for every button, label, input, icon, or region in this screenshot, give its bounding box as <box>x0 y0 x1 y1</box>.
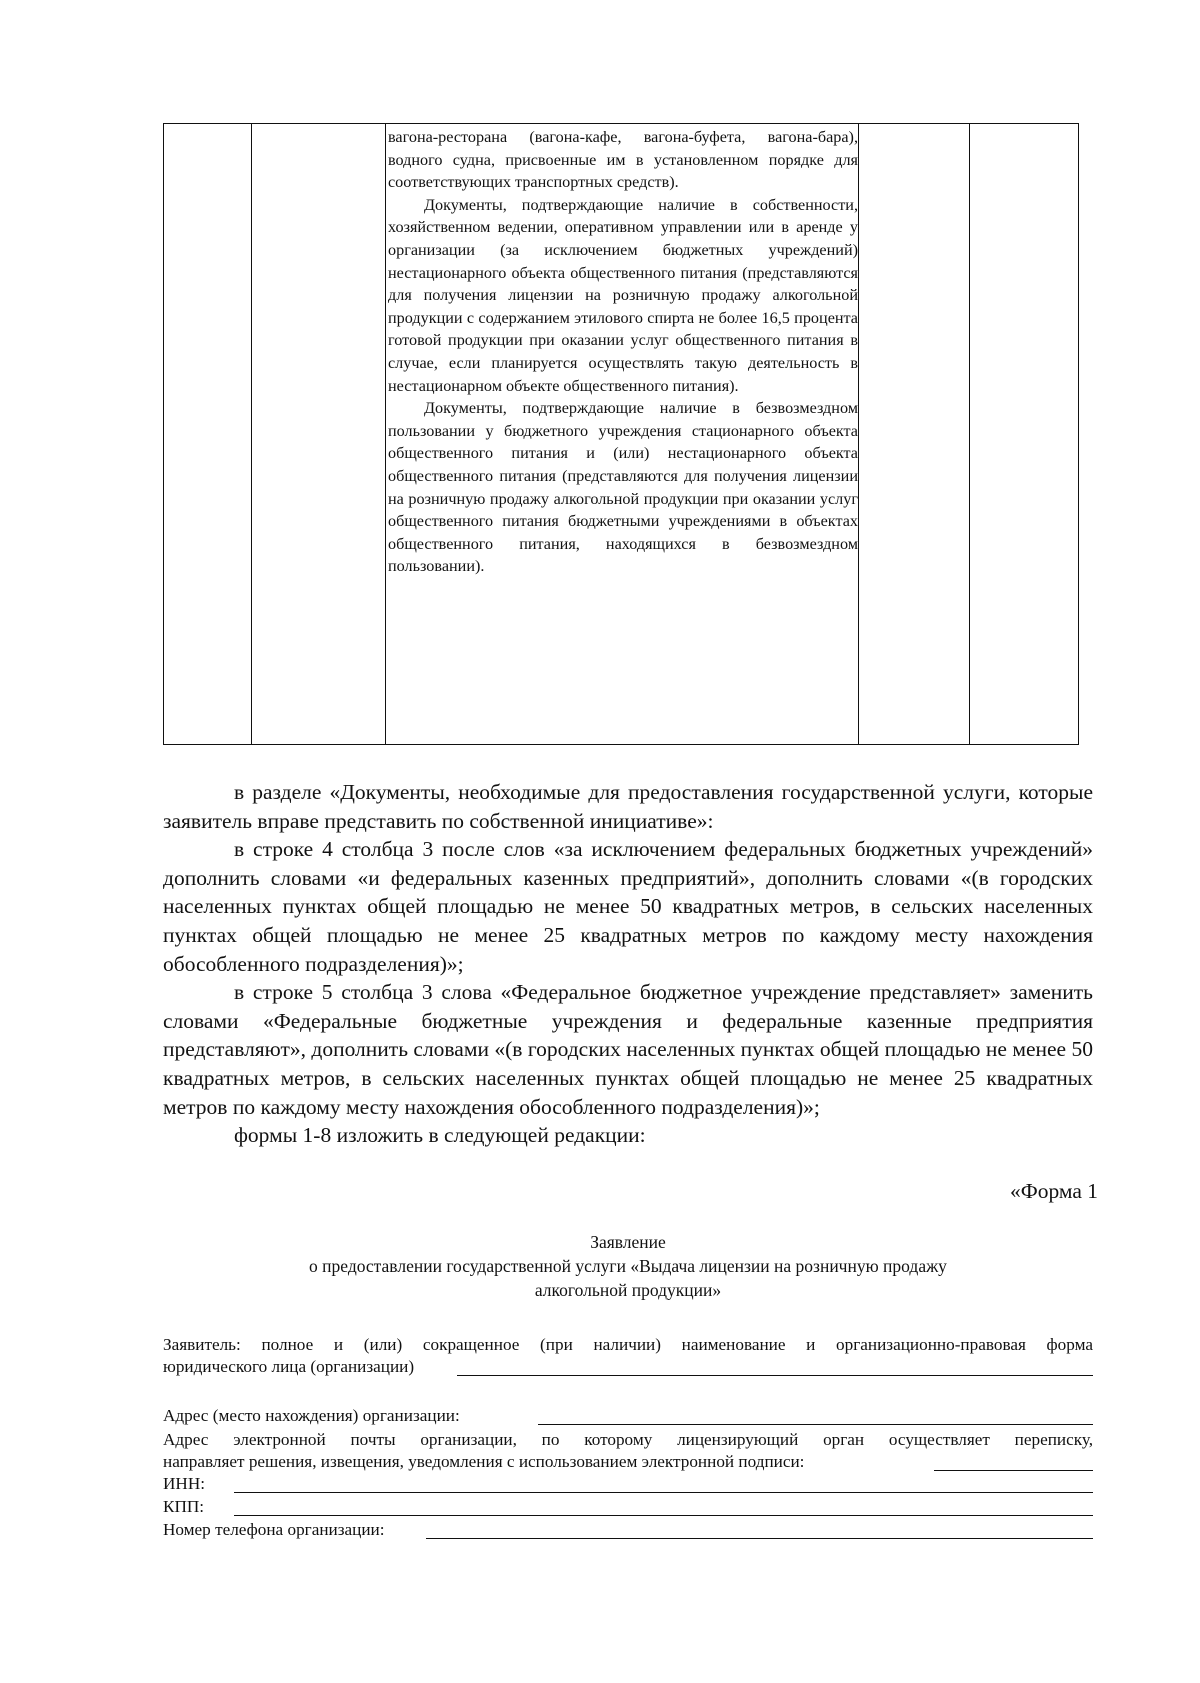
table-cell-col3 <box>386 124 859 745</box>
inn-field <box>163 1473 205 1495</box>
body-paragraph: в строке 4 столбца 3 после слов «за исключением федеральных бюджетных учреждений» дополнить словами «и федеральных казенных предприятий», дополнить словами «(в городских населенных пунктах общей площадью не менее 50 квадратных метров, в сельских населенных пунктах общей площадью не менее 25 квадратных метров по каждому месту нахождения обособленного подразделения)»; <box>163 837 1093 976</box>
applicant-field-label: юридического лица (организации) <box>163 1357 415 1376</box>
body-paragraph: формы 1-8 изложить в следующей редакции: <box>234 1123 646 1148</box>
email-label-cont: направляет решения, извещения, уведомления с использованием электронной подписи: <box>163 1452 805 1471</box>
phone-field <box>163 1519 385 1541</box>
application-title: Заявление <box>590 1232 666 1252</box>
applicant-name-input[interactable] <box>457 1359 1093 1376</box>
table-cell-col4 <box>859 124 970 745</box>
address-label: Адрес (место нахождения) организации: <box>163 1406 460 1425</box>
table-cell-col1 <box>164 124 252 745</box>
inn-label: ИНН: <box>163 1474 206 1493</box>
application-subtitle: алкогольной продукции» <box>534 1280 722 1300</box>
application-subtitle: о предоставлении государственной услуги «Выдача лицензии на розничную продажу <box>309 1256 947 1276</box>
documents-table <box>163 123 1079 745</box>
inn-input[interactable] <box>234 1476 1093 1493</box>
cell-paragraph: Документы, подтверждающие наличие в собственности, хозяйственном ведении, оперативном управлении или в аренде у организации (за исключением бюджетных учреждений) нестационарного объекта общественного питания (представляются для получения лицензии на розничную продажу алкогольной продукции с содержанием этилового спирта не более 16,5 процента готовой продукции при оказании услуг общественного питания в случае, если планируется осуществлять такую деятельность в нестационарном объекте общественного питания). <box>388 195 858 395</box>
email-label: Адрес электронной почты организации, по которому лицензирующий орган осуществляет переписку, <box>163 1430 1093 1449</box>
kpp-input[interactable] <box>234 1499 1093 1516</box>
phone-label: Номер телефона организации: <box>163 1520 385 1539</box>
applicant-field <box>163 1356 414 1378</box>
body-paragraph: в разделе «Документы, необходимые для предоставления государственной услуги, которые заявитель вправе представить по собственной инициативе»: <box>163 780 1093 833</box>
applicant-label: Заявитель: полное и (или) сокращенное (при наличии) наименование и организационно-правовая форма <box>163 1335 1093 1354</box>
form-number-label: «Форма 1 <box>1009 1179 1098 1203</box>
cell-paragraph: Документы, подтверждающие наличие в безвозмездном пользовании у бюджетного учреждения стационарного объекта общественного питания и (или) нестационарного объекта общественного питания (представляются для получения лицензии на розничную продажу алкогольной продукции при оказании услуг общественного питания бюджетными учреждениями в объектах общественного питания, находящихся в безвозмездном пользовании). <box>388 399 858 576</box>
cell-paragraph: вагона-ресторана (вагона-кафе, вагона-буфета, вагона-бара), водного судна, присвоенные им в установленном порядке для соответствующих транспортных средств). <box>388 128 858 192</box>
table-cell-col5 <box>970 124 1079 745</box>
amendment-text <box>163 778 1093 1150</box>
email-field <box>163 1451 804 1473</box>
application-heading <box>163 1230 1093 1302</box>
email-input[interactable] <box>934 1454 1093 1471</box>
kpp-label: КПП: <box>163 1497 205 1516</box>
address-field <box>163 1405 460 1427</box>
phone-input[interactable] <box>426 1522 1093 1539</box>
table-row <box>164 124 1079 745</box>
table-cell-col2 <box>252 124 386 745</box>
body-paragraph: в строке 5 столбца 3 слова «Федеральное бюджетное учреждение представляет» заменить словами «Федеральные бюджетные учреждения и федеральные казенные предприятия представляют», дополнить словами «(в городских населенных пунктах общей площадью не менее 50 квадратных метров, в сельских населенных пунктах общей площадью не менее 25 квадратных метров по каждому месту нахождения обособленного подразделения)»; <box>163 980 1093 1119</box>
address-input[interactable] <box>538 1408 1093 1425</box>
kpp-field <box>163 1496 204 1518</box>
